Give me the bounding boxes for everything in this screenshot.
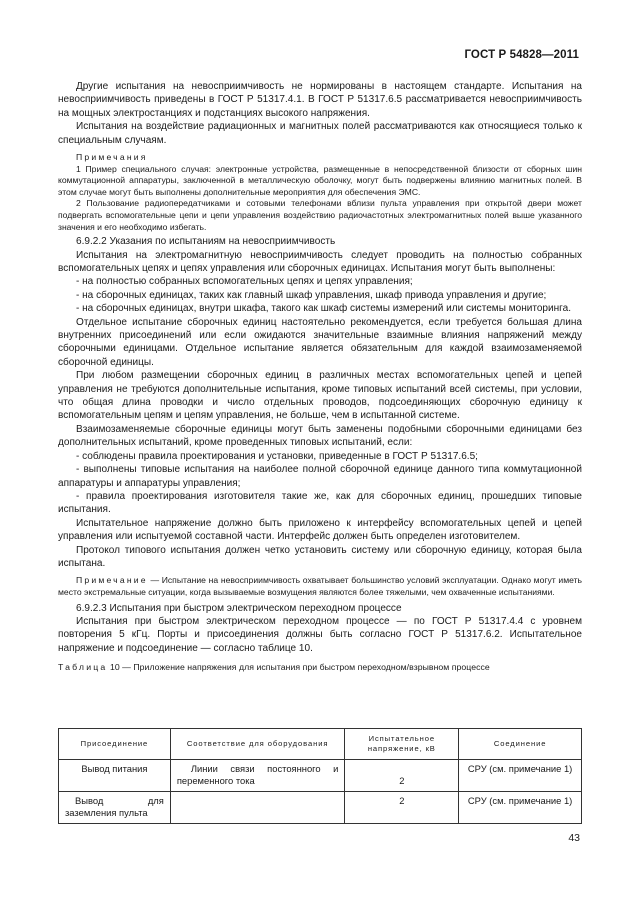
document-body [58,80,582,673]
table-cell: Вывод для заземления пульта [59,791,171,823]
paragraph: Отдельное испытание сборочных единиц настоятельно рекомендуется, если требуется большая длина внутренних присоединений или если ожидаются значительные взаимные влияния напряжений между сборочными единицами. Отдельное испытание является обязательным для каждой взаимозаменяемой сборочной единицы. [58,316,582,368]
paragraph: Взаимозаменяемые сборочные единицы могут быть заменены подобными сборочными единицами без дополнительных испытаний, кроме проведенных типовых испытаний, если: [58,423,582,449]
table-label: Таблица [58,662,108,673]
paragraph: Испытательное напряжение должно быть приложено к интерфейсу вспомогательных цепей и цепей управления или испытуемой составной части. Интерфейс должен быть определен изготовителем. [58,517,582,543]
list-item: - правила проектирования изготовителя такие же, как для сборочных единиц, прошедших типовые испытания. [58,490,582,516]
note-paragraph [58,575,582,598]
paragraph: Протокол типового испытания должен четко установить систему или сборочную единицу, которая была испытана. [58,544,582,569]
paragraph: Другие испытания на невосприимчивость не нормированы в настоящем стандарте. Испытания на невосприимчивость приведены в ГОСТ Р 51317.4.1. В ГОСТ Р 51317.6.5 рассматривается невосприимчивость на мощных электростанциях и подстанциях высокого напряжения. [58,81,582,119]
paragraph: Испытания на электромагнитную невосприимчивость следует проводить на полностью собранных вспомогательных цепях и цепях управления или сборочных единицах. Испытания могут быть выполнены: [58,249,582,274]
table-cell [170,791,345,823]
table-row [59,760,582,792]
table-cell: 2 [345,791,459,823]
list-item: - выполнены типовые испытания на наиболее полной сборочной единице данного типа коммутационной аппаратуры и аппаратуры управления; [58,464,582,489]
table-caption-text: 10 — Приложение напряжения для испытания при быстром переходном/взрывном процессе [109,662,490,673]
note-item: 1 Пример специального случая: электронные устройства, размещенные в непосредственной близости от сборных шин коммутационной аппаратуры, заключенной в металлическую оболочку, могут быть подвержены влиянию магнитных полей. В этом случае могут быть выполнены дополнительные мероприятия для обеспечения ЭМС. [58,163,582,197]
section-heading: 6.9.2.2 Указания по испытаниям на невосприимчивость [76,236,336,248]
list-item: - на сборочных единицах, таких как главный шкаф управления, шкаф привода управления и другие; [76,289,547,301]
table-cell: 2 [345,760,459,792]
standard-header: ГОСТ Р 54828—2011 [464,49,579,61]
table-cell: Вывод питания [59,760,171,792]
page-number: 43 [568,832,580,844]
list-item: - соблюдены правила проектирования и установки, приведенные в ГОСТ Р 51317.6.5; [76,450,478,462]
column-header: Соответствие для оборудования [170,729,345,760]
list-item: - на полностью собранных вспомогательных цепях и цепях управления; [76,276,413,288]
list-item: - на сборочных единицах, внутри шкафа, такого как шкаф системы измерений или системы мониторинга. [76,303,572,315]
table-header-row [59,729,582,760]
section-heading: 6.9.2.3 Испытания при быстром электрическом переходном процессе [76,602,402,614]
paragraph: Испытания при быстром электрическом переходном процессе — по ГОСТ Р 51317.4.4 с уровнем повторения 5 кГц. Порты и присоединения должны быть согласно ГОСТ Р 51317.6.2. Испытательное напряжение и подсоединение — согласно таблице 10. [58,615,582,654]
notes-title: Примечания [76,152,148,163]
note-item: 2 Пользование радиопередатчиками и сотовыми телефонами вблизи пульта управления при открытой двери может подвергать вспомогательные цепи и цепи управления воздействию радиочастотных электромагнитных полей выше указанного значения и его необходимо избегать. [58,198,582,232]
notes-block [58,152,582,233]
table-cell: Линии связи постоянного и переменного тока [170,760,345,792]
table-cell: СРУ (см. примечание 1) [459,791,582,823]
table-10 [58,728,582,824]
note-text: — Испытание на невосприимчивость охватывает большинство условий эксплуатации. Однако могут иметь место экстремальные ситуации, когда вызываемые возмущения являются более тяжелыми, чем охваченные испытаниями. [58,575,583,597]
column-header: Соединение [459,729,582,760]
table-caption [58,661,582,673]
table-cell: СРУ (см. примечание 1) [459,760,582,792]
paragraph: При любом размещении сборочных единиц в различных местах вспомогательных цепей и цепей управления не требуются дополнительные испытания, кроме типовых испытаний всей системы, при условии, что общая длина проводки и число отдельных проводов, подсоединяющих сборочную единицу к вспомогательным цепям и цепям управления, не больше, чем в испытанной системе. [58,370,582,422]
table-row [59,791,582,823]
column-header: Присоединение [59,729,171,760]
column-header: Испытательное напряжение, кВ [345,729,459,760]
paragraph: Испытания на воздействие радиационных и магнитных полей рассматриваются как относящиеся только к специальным случаям. [58,121,582,146]
note-label: Примечание [76,575,148,586]
